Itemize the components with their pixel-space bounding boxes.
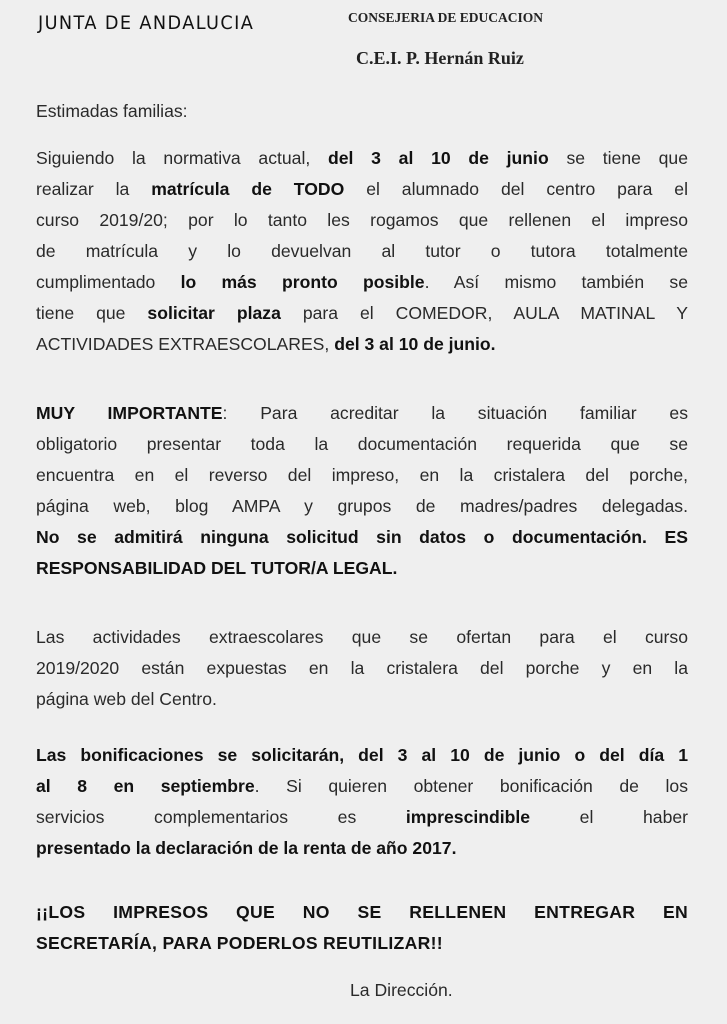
text-run-bold: lo más pronto posible — [180, 272, 425, 292]
text-run: . Así mismo también se — [424, 272, 688, 292]
p4-line-4: presentado la declaración de la renta de año 2017. — [36, 838, 457, 858]
p2-line-3: encuentra en el reverso del impreso, en la cristalera del porche, — [36, 465, 688, 485]
text-run-bold: matrícula de TODO — [151, 179, 345, 199]
paragraph-importante — [36, 398, 688, 584]
text-run-bold: solicitar plaza — [147, 303, 281, 323]
p1-line-6 — [36, 298, 688, 329]
p1-line-5 — [36, 267, 688, 298]
greeting-text: Estimadas familias: — [36, 101, 188, 121]
p4-line-1: Las bonificaciones se solicitarán, del 3 al 10 de junio o del día 1 — [36, 745, 688, 765]
text-run: cumplimentado — [36, 272, 181, 292]
p5-line-2: SECRETARÍA, PARA PODERLOS REUTILIZAR!! — [36, 933, 443, 953]
p1-line-4: de matrícula y lo devuelvan al tutor o tutora totalmente — [36, 241, 688, 261]
text-run: servicios complementarios es — [36, 807, 406, 827]
text-run-bold: MUY IMPORTANTE — [36, 403, 223, 423]
text-run: se tiene que — [548, 148, 689, 168]
p3-line-2: 2019/2020 están expuestas en la cristalera del porche y en la — [36, 658, 688, 678]
text-run: . Si quieren obtener bonificación de los — [254, 776, 689, 796]
text-run: el haber — [530, 807, 688, 827]
p3-line-3: página web del Centro. — [36, 689, 217, 709]
text-run: : Para acreditar la situación familiar es — [222, 403, 688, 423]
p1-line-1 — [36, 143, 688, 174]
paragraph-impresos — [36, 897, 688, 959]
p2-line-6: RESPONSABILIDAD DEL TUTOR/A LEGAL. — [36, 558, 398, 578]
p4-line-3 — [36, 802, 688, 833]
p4-line-2 — [36, 771, 688, 802]
text-run: tiene que — [36, 303, 148, 323]
p1-line-2 — [36, 174, 688, 205]
p2-line-1 — [36, 398, 688, 429]
p2-line-5: No se admitirá ninguna solicitud sin datos o documentación. ES — [36, 527, 688, 547]
text-run: el alumnado del centro para el — [344, 179, 688, 199]
paragraph-extraescolares — [36, 622, 688, 715]
p2-line-2: obligatorio presentar toda la documentación requerida que se — [36, 434, 688, 454]
junta-logo-text: JUNTA DE ANDALUCIA — [38, 12, 255, 34]
text-run-bold: del 3 al 10 de junio — [328, 148, 549, 168]
text-run: realizar la — [36, 179, 152, 199]
signature-direccion: La Dirección. — [350, 980, 453, 1000]
text-run-bold: al 8 en septiembre — [36, 776, 255, 796]
school-name: C.E.I. P. Hernán Ruiz — [356, 48, 524, 68]
p1-line-3: curso 2019/20; por lo tanto les rogamos que rellenen el impreso — [36, 210, 688, 230]
p1-line-7 — [36, 329, 688, 360]
greeting — [36, 96, 688, 127]
consejeria-heading: CONSEJERIA DE EDUCACION — [348, 10, 544, 25]
p5-line-1: ¡¡LOS IMPRESOS QUE NO SE RELLENEN ENTREGAR EN — [36, 902, 688, 922]
p3-line-1: Las actividades extraescolares que se ofertan para el curso — [36, 627, 688, 647]
paragraph-matricula — [36, 143, 688, 360]
p2-line-4: página web, blog AMPA y grupos de madres/padres delegadas. — [36, 496, 688, 516]
text-run: ACTIVIDADES EXTRAESCOLARES, — [36, 334, 335, 354]
text-run: para el COMEDOR, AULA MATINAL Y — [280, 303, 688, 323]
text-run: Siguiendo la normativa actual, — [36, 148, 328, 168]
text-run-bold: del 3 al 10 de junio. — [334, 334, 496, 354]
text-run-bold: imprescindible — [405, 807, 531, 827]
paragraph-bonificaciones — [36, 740, 688, 864]
